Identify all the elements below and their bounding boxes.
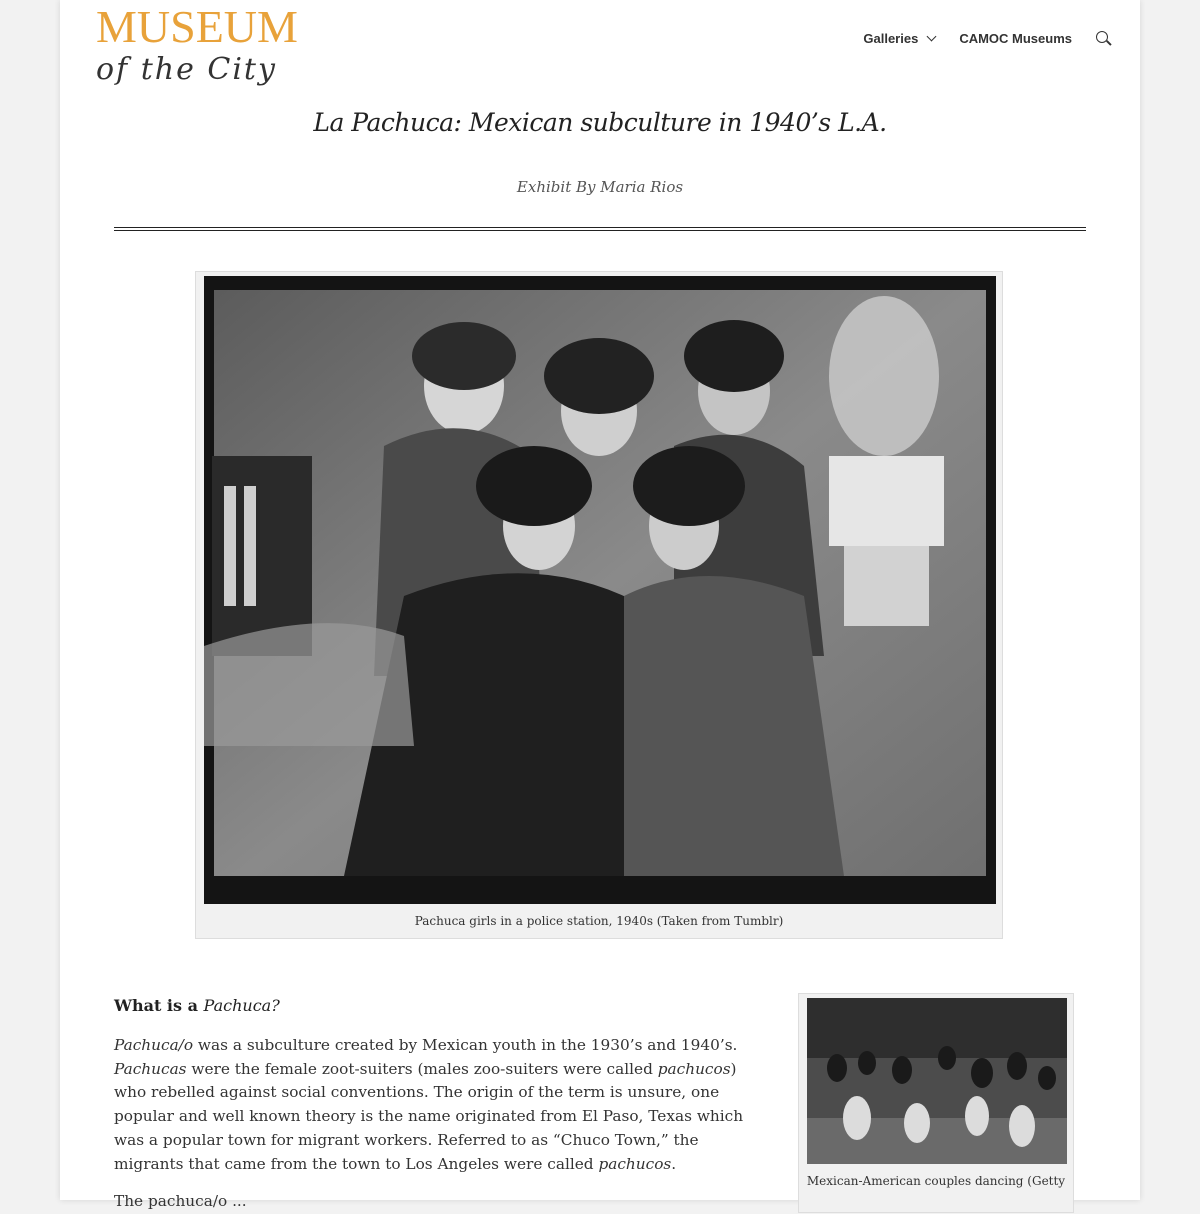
nav-item-label: Galleries	[863, 30, 919, 46]
nav-item-galleries[interactable]	[863, 31, 935, 46]
term: Pachucas	[114, 1059, 187, 1078]
heading-prefix: What is a	[114, 996, 204, 1015]
term: pachucos	[598, 1154, 672, 1173]
term: pachucos	[657, 1059, 731, 1078]
divider	[114, 230, 1086, 231]
site-logo[interactable]	[96, 1, 298, 94]
figure-caption: Mexican-American couples dancing (Getty	[806, 1174, 1066, 1188]
page-title: La Pachuca: Mexican subculture in 1940’s L.A.	[313, 108, 887, 137]
side-figure	[798, 993, 1074, 1213]
dancing-couples-photo[interactable]	[807, 998, 1067, 1164]
chevron-down-icon	[927, 31, 937, 41]
paragraph-text: was a subculture created by Mexican youth in the 1930’s and 1940’s.	[193, 1036, 738, 1054]
search-icon[interactable]	[1096, 31, 1110, 45]
nav-item-camoc-museums[interactable]	[959, 31, 1072, 46]
section-heading	[114, 996, 280, 1015]
heading-term: Pachuca?	[203, 996, 280, 1015]
logo-word: MUSEUM	[96, 1, 298, 52]
nav-item-label: CAMOC Museums	[959, 30, 1072, 46]
photo-illustration	[204, 276, 996, 904]
figure-caption: Pachuca girls in a police station, 1940s (Taken from Tumblr)	[414, 914, 784, 928]
photo-illustration	[807, 998, 1067, 1164]
divider	[114, 227, 1086, 228]
term: Pachuca/o	[114, 1036, 194, 1054]
paragraph-text: were the female zoot-suiters (males zoo-suiters were called	[186, 1059, 658, 1078]
pachuca-girls-photo[interactable]	[204, 276, 996, 904]
paragraph-text: ) who rebelled against social conventions. The origin of the term is unsure, one popular and well known theory is the name originated from El Paso, Texas which was a popular town for migrant workers. Referred to as “Chuco Town,” the migrants that came from the town to Los Angeles were called	[114, 1059, 744, 1173]
page-container	[60, 0, 1140, 1210]
exhibit-byline: Exhibit By Maria Rios	[516, 178, 684, 196]
paragraph	[114, 1034, 746, 1176]
paragraph-partial: The pachuca/o ...	[114, 1192, 247, 1210]
paragraph-text: .	[671, 1154, 677, 1173]
main-nav	[863, 28, 1140, 48]
logo-script: of the City	[96, 52, 277, 87]
main-figure	[195, 271, 1003, 939]
